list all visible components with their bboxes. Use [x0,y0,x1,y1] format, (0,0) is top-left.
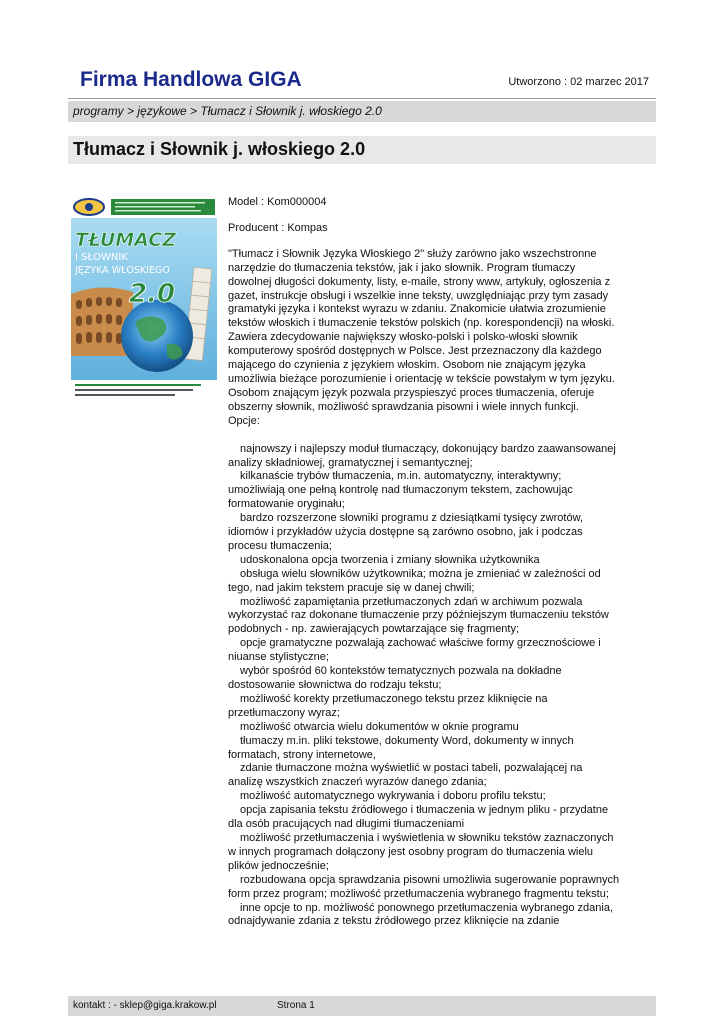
list-item: wybór spośród 60 kontekstów tematycznych pozwala na dokładne dostosowanie słownictwa do rodzaju tekstu; [228,665,562,691]
list-item: udoskonalona opcja tworzenia i zmiany słownika użytkownika [240,553,540,566]
page-title: Tłumacz i Słownik j. włoskiego 2.0 [73,139,366,159]
product-description: "Tłumacz i Słownik Języka Włoskiego 2" służy zarówno jako wszechstronne narzędzie do tłumaczenia tekstów, jak i jako słownik. Program tłumaczy dowolnej długości dokumenty, listy, e-maile, strony www, artykuły, ogłoszenia z gazet, instrukcje obsługi i wszelkie inne teksty, uwzględniając przy tym zasady gramatyki języka i kontekst wyrazu w zdaniu. Znakomicie ułatwia zrozumienie tekstów włoskich i tłumaczenie tekstów polskich (np. korespondencji) na włoski. Zawiera zdecydowanie największy włosko-polski i polsko-włoski słownik komputerowy spośród dostępnych w Polsce. Jest przeznaczony dla każdego mającego do czynienia z językiem włoskim. Osobom nie znającym języka umożliwia bieżące porozumienie i orientację w tekście powstałym w tym języku. Osobom znającym język pozwala przyspieszyć proces tłumaczenia, oferuje obszerny słownik, możliwość sprawdzania pisowni i wiele innych funkcji. [228,247,615,413]
list-item: możliwość otwarcia wielu dokumentów w oknie programu [240,720,519,733]
contact-email[interactable]: kontakt : - sklep@giga.krakow.pl [73,1000,217,1011]
producer-label: Producent : Kompas [228,221,328,234]
list-item: możliwość automatycznego wykrywania i doboru profilu tekstu; [240,790,546,803]
box-version: 2.0 [129,279,176,309]
box-title-main: TŁUMACZ [75,229,177,251]
list-item: najnowszy i najlepszy moduł tłumaczący, dokonujący bardzo zaawansowanej analizy składniowej, gramatycznej i semantycznej; [228,442,616,469]
list-item: bardzo rozszerzone słowniki programu z dziesiątkami tysięcy zwrotów, idiomów i przykładów użycia dostępne są zarówno osobno, jak i podczas procesu tłumaczenia; [228,512,583,552]
list-item: opcje gramatyczne pozwalają zachować właściwe formy grzecznościowe i niuanse stylistyczne; [228,637,601,664]
company-name: Firma Handlowa GIGA [80,68,302,91]
options-label: Opcje: [228,414,260,427]
list-item: inne opcje to np. możliwość ponownego przetłumaczenia wybranego zdania, odnajdywanie zdania z tekstu źródłowego przez kliknięcie na zdanie [228,901,614,928]
list-item: możliwość przetłumaczenia i wyświetlenia w słowniku tekstów zaznaczonych w innych programach dołączony jest osobny program do tłumaczenia wielu plików jednocześnie; [228,831,614,872]
page-number: Strona 1 [277,1000,315,1011]
list-item: zdanie tłumaczone można wyświetlić w postaci tabeli, pozwalającej na analizę wszystkich znaczeń wyrazów danego zdania; [228,762,583,789]
list-item: rozbudowana opcja sprawdzania pisowni umożliwia sugerowanie poprawnych form przez program; możliwość przetłumaczenia wybranego fragmentu tekstu; [228,873,620,900]
list-item: obsługa wielu słowników użytkownika; można je zmieniać w zależności od tego, nad jakim tekstem pracuje się w danej chwili; [228,567,601,594]
breadcrumb[interactable]: programy > językowe > Tłumacz i Słownik j. włoskiego 2.0 [73,104,382,118]
title-bar [68,136,656,164]
product-content [228,196,620,929]
breadcrumb-bar [68,101,656,122]
created-date: Utworzono : 02 marzec 2017 [508,76,649,88]
list-item: możliwość zapamiętania przetłumaczonych zdań w archiwum pozwala wykorzystać raz dokonane tłumaczenie przy późniejszym tłumaczeniu tekstów podobnych - np. zawierających powtarzające się fragmenty; [228,595,609,636]
list-item: tłumaczy m.in. pliki tekstowe, dokumenty Word, dokumenty w innych formatach, strony internetowe, [228,734,574,761]
box-title-line2: I SŁOWNIK [75,252,128,263]
footer-bar [68,996,656,1016]
options-list [228,443,620,930]
created-label: Utworzono [508,76,561,88]
list-item: opcja zapisania tekstu źródłowego i tłumaczenia w jednym pliku - przydatne dla osób pracujących nad długimi tłumaczeniami [228,804,609,831]
list-item: możliwość korekty przetłumaczonego tekstu przez kliknięcie na przetłumaczony wyraz; [228,692,548,719]
model-label: Model : Kom000004 [228,196,327,208]
product-box-image [71,196,217,402]
created-date-value: 02 marzec 2017 [570,76,649,88]
header-divider [68,98,656,99]
box-title-line3: JĘZYKA WŁOSKIEGO [75,265,170,276]
list-item: kilkanaście trybów tłumaczenia, m.in. automatyczny, interaktywny; umożliwiają one pełną kontrolę nad tłumaczonym tekstem, zachowując formatowanie oryginału; [228,470,573,511]
